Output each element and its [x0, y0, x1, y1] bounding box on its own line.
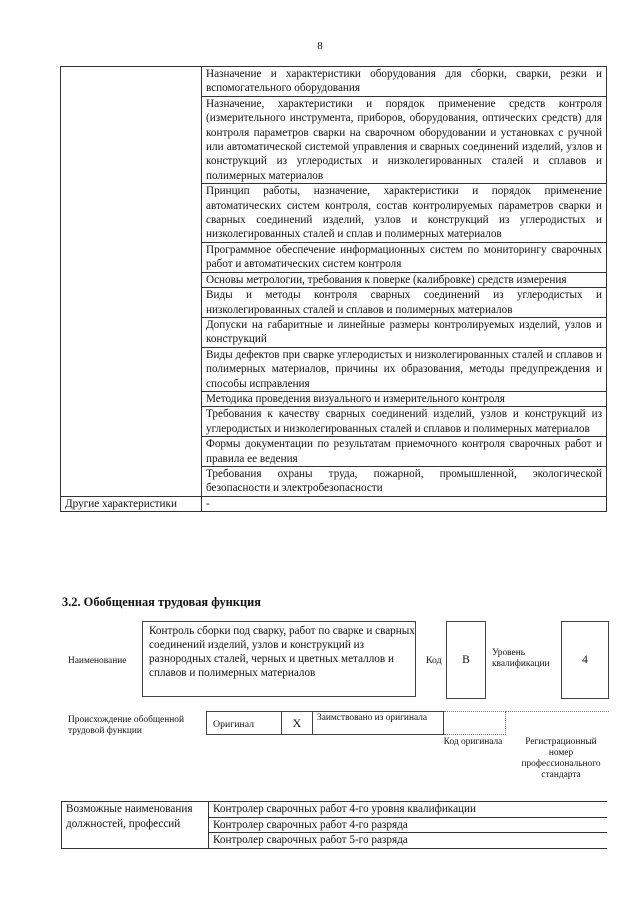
- original-cell: [206, 711, 282, 735]
- knowledge-item: Программное обеспечение информационных систем по мониторингу сварочных работ и автоматических систем контроля: [202, 242, 607, 272]
- positions-table: [61, 801, 607, 849]
- page-number: 8: [317, 40, 323, 52]
- position-item: Контролер сварочных работ 4-го разряда: [209, 817, 608, 833]
- knowledge-item: Принцип работы, назначение, характеристики и порядок применение автоматических систем контроля, состав контролируемых параметров сварки и сварных соединений изделий, узлов и конструкций из углеродистых и низколегированных сталей и сплав и полимерных материалов: [202, 184, 607, 243]
- code-label: Код: [426, 655, 442, 666]
- other-characteristics-value: -: [202, 496, 607, 511]
- origin-label: Происхождение обобщенной трудовой функции: [68, 715, 184, 736]
- function-name-box: Контроль сборки под сварку, работ по сварке и сварных соединений изделий, узлов и конструкций из разнородных сталей, черных и цветных металлов и сплавов и полимерных материалов: [142, 621, 416, 697]
- knowledge-item: Назначение, характеристики и порядок применение средств контроля (измерительного инструмента, приборов, оборудования, оптических средств) для контроля параметров сварки на сварочном оборудовании и установках с ручной или автоматической системой управления и сварных соединений изделий, узлов и конструкций из углеродистых и низколегированных сталей и сплавов и полимерных материалов: [202, 96, 607, 183]
- origin-row: [206, 711, 609, 735]
- knowledge-item: Основы метрологии, требования к поверке (калибровке) средств измерения: [202, 272, 607, 287]
- other-characteristics-label: Другие характеристики: [61, 496, 202, 511]
- table-row: [62, 802, 608, 818]
- knowledge-item: Требования охраны труда, пожарной, промышленной, экологической безопасности и электробезопасности: [202, 466, 607, 496]
- original-mark: X: [282, 711, 312, 735]
- knowledge-label-cell: [61, 67, 202, 497]
- qualification-level-value: 4: [561, 621, 609, 699]
- knowledge-item: Назначение и характеристики оборудования для сборки, сварки, резки и вспомогательного оборудования: [202, 67, 607, 97]
- code-value: В: [446, 621, 486, 699]
- name-label: Наименование: [68, 656, 127, 666]
- registration-number-caption: Регистрационный номер профессионального стандарта: [521, 737, 601, 780]
- knowledge-item: Методика проведения визуального и измерительного контроля: [202, 391, 607, 406]
- position-item: Контролер сварочных работ 4-го уровня квалификации: [209, 802, 608, 818]
- section-heading: 3.2. Обобщенная трудовая функция: [62, 595, 261, 609]
- knowledge-item: Виды дефектов при сварке углеродистых и низколегированных сталей и сплавов и полимерных материалов, причины их образования, методы предупреждения и способы исправления: [202, 347, 607, 391]
- original-label: Оригинал: [213, 719, 255, 730]
- original-code-caption: Код оригинала: [443, 737, 503, 747]
- borrowed-label: Заимствовано из оригинала: [317, 713, 428, 723]
- knowledge-item: Допуски на габаритные и линейные размеры контролируемых изделий, узлов и конструкций: [202, 317, 607, 347]
- table-row: [61, 496, 607, 511]
- original-code-cell: [444, 711, 506, 735]
- registration-number-cell: [506, 711, 609, 735]
- qualification-level-label: Уровень квалификации: [492, 648, 550, 669]
- table-row: [61, 67, 607, 97]
- knowledge-item: Требования к качеству сварных соединений изделий, узлов и конструкций из углеродистых и низколегированных сталей и сплавов и полимерных материалов: [202, 407, 607, 437]
- positions-label: Возможные наименования должностей, профессий: [62, 802, 209, 849]
- knowledge-table: [60, 66, 607, 512]
- position-item: Контролер сварочных работ 5-го разряда: [209, 833, 608, 849]
- knowledge-item: Формы документации по результатам приемочного контроля сварочных работ и правила ее ведения: [202, 437, 607, 467]
- borrowed-cell: [312, 711, 444, 735]
- knowledge-item: Виды и методы контроля сварных соединений из углеродистых и низколегированных сталей и сплавов и полимерных материалов: [202, 288, 607, 318]
